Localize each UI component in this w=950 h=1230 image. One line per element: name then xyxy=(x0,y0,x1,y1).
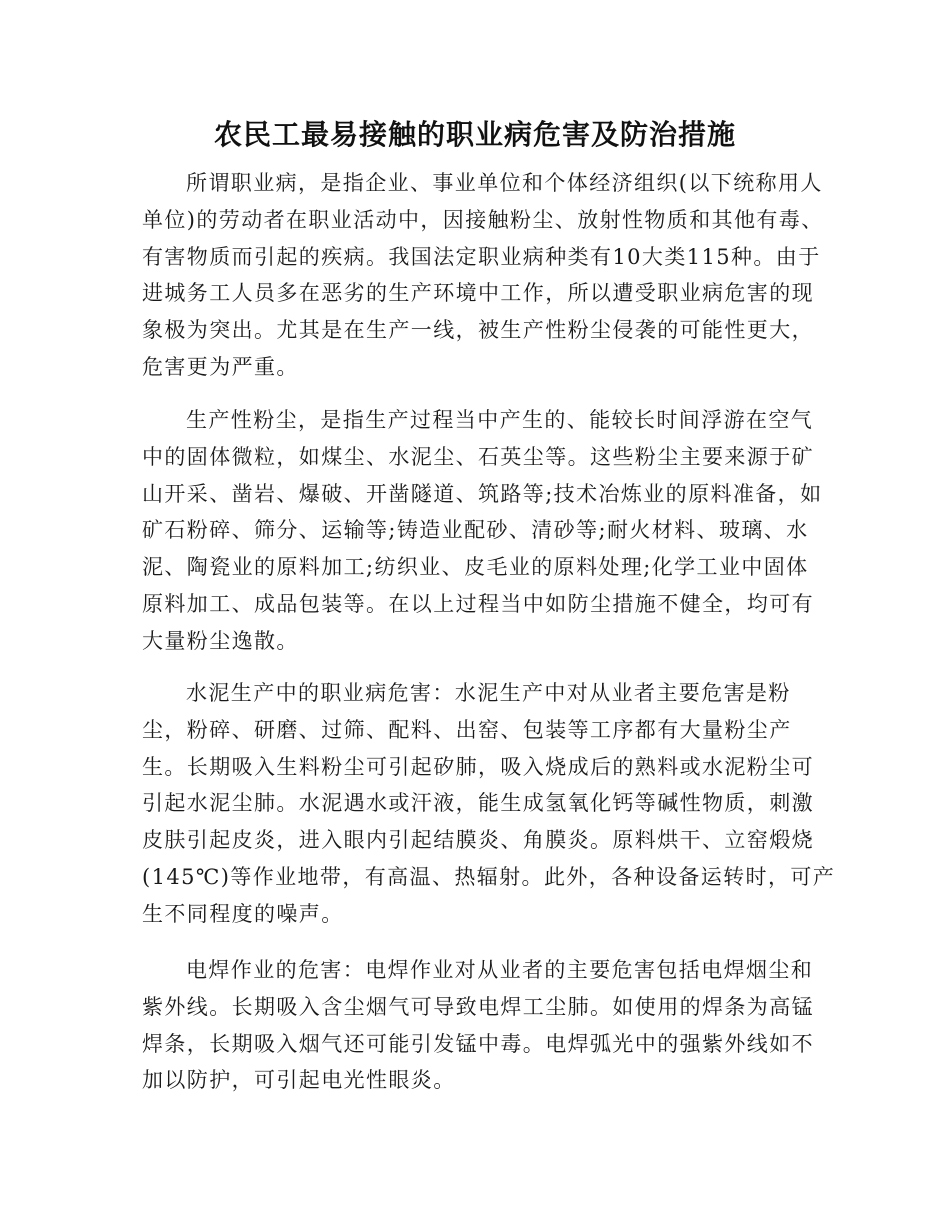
text-line: 危害更为严重。 xyxy=(142,354,299,379)
text-line: 进城务工人员多在恶劣的生产环境中工作，所以遭受职业病危害的现 xyxy=(142,281,814,306)
text-line: 尘，粉碎、研磨、过筛、配料、出窑、包装等工序都有大量粉尘产 xyxy=(142,717,792,742)
text-line: 皮肤引起皮炎，进入眼内引起结膜炎、角膜炎。原料烘干、立窑煅烧 xyxy=(142,828,814,853)
paragraph-cement-production-hazards xyxy=(142,675,836,933)
text-line: 原料加工、成品包装等。在以上过程当中如防尘措施不健全，均可有 xyxy=(142,591,814,616)
text-line: 电焊作业的危害：电焊作业对从业者的主要危害包括电焊烟尘和 xyxy=(186,958,814,982)
text-line: (145℃)等作业地带，有高温、热辐射。此外，各种设备运转时，可产 xyxy=(142,864,836,889)
text-line: 加以防护，可引起电光性眼炎。 xyxy=(142,1068,456,1093)
text-line: 象极为突出。尤其是在生产一线，被生产性粉尘侵袭的可能性更大， xyxy=(142,318,814,343)
text-line: 单位)的劳动者在职业活动中，因接触粉尘、放射性物质和其他有毒、 xyxy=(142,207,824,232)
paragraph-productive-dust xyxy=(142,402,822,660)
text-line: 生。长期吸入生料粉尘可引起矽肺，吸入烧成后的熟料或水泥粉尘可 xyxy=(142,754,814,779)
text-line: 生产性粉尘，是指生产过程当中产生的、能较长时间浮游在空气 xyxy=(186,408,814,432)
text-line: 泥、陶瓷业的原料加工;纺织业、皮毛业的原料处理;化学工业中固体 xyxy=(142,555,809,580)
paragraph-occupational-disease-definition xyxy=(142,165,822,386)
text-line: 紫外线。长期吸入含尘烟气可导致电焊工尘肺。如使用的焊条为高锰 xyxy=(142,994,814,1019)
text-line: 水泥生产中的职业病危害：水泥生产中对从业者主要危害是粉 xyxy=(186,681,791,705)
text-line: 大量粉尘逸散。 xyxy=(142,628,299,653)
text-line: 有害物质而引起的疾病。我国法定职业病种类有10大类115种。由于 xyxy=(142,244,821,269)
text-line: 中的固体微粒，如煤尘、水泥尘、石英尘等。这些粉尘主要来源于矿 xyxy=(142,444,814,469)
text-line: 矿石粉碎、筛分、运输等;铸造业配砂、清砂等;耐火材料、玻璃、水 xyxy=(142,518,809,543)
text-line: 焊条，长期吸入烟气还可能引发锰中毒。电焊弧光中的强紫外线如不 xyxy=(142,1031,814,1056)
paragraph-welding-hazards xyxy=(142,952,822,1099)
document-title: 农民工最易接触的职业病危害及防治措施 xyxy=(213,118,736,151)
text-line: 所谓职业病，是指企业、事业单位和个体经济组织(以下统称用人 xyxy=(186,171,823,195)
text-line: 生不同程度的噪声。 xyxy=(142,901,344,926)
text-line: 引起水泥尘肺。水泥遇水或汗液，能生成氢氧化钙等碱性物质，刺激 xyxy=(142,791,814,816)
text-line: 山开采、凿岩、爆破、开凿隧道、筑路等;技术冶炼业的原料准备，如 xyxy=(142,481,823,506)
